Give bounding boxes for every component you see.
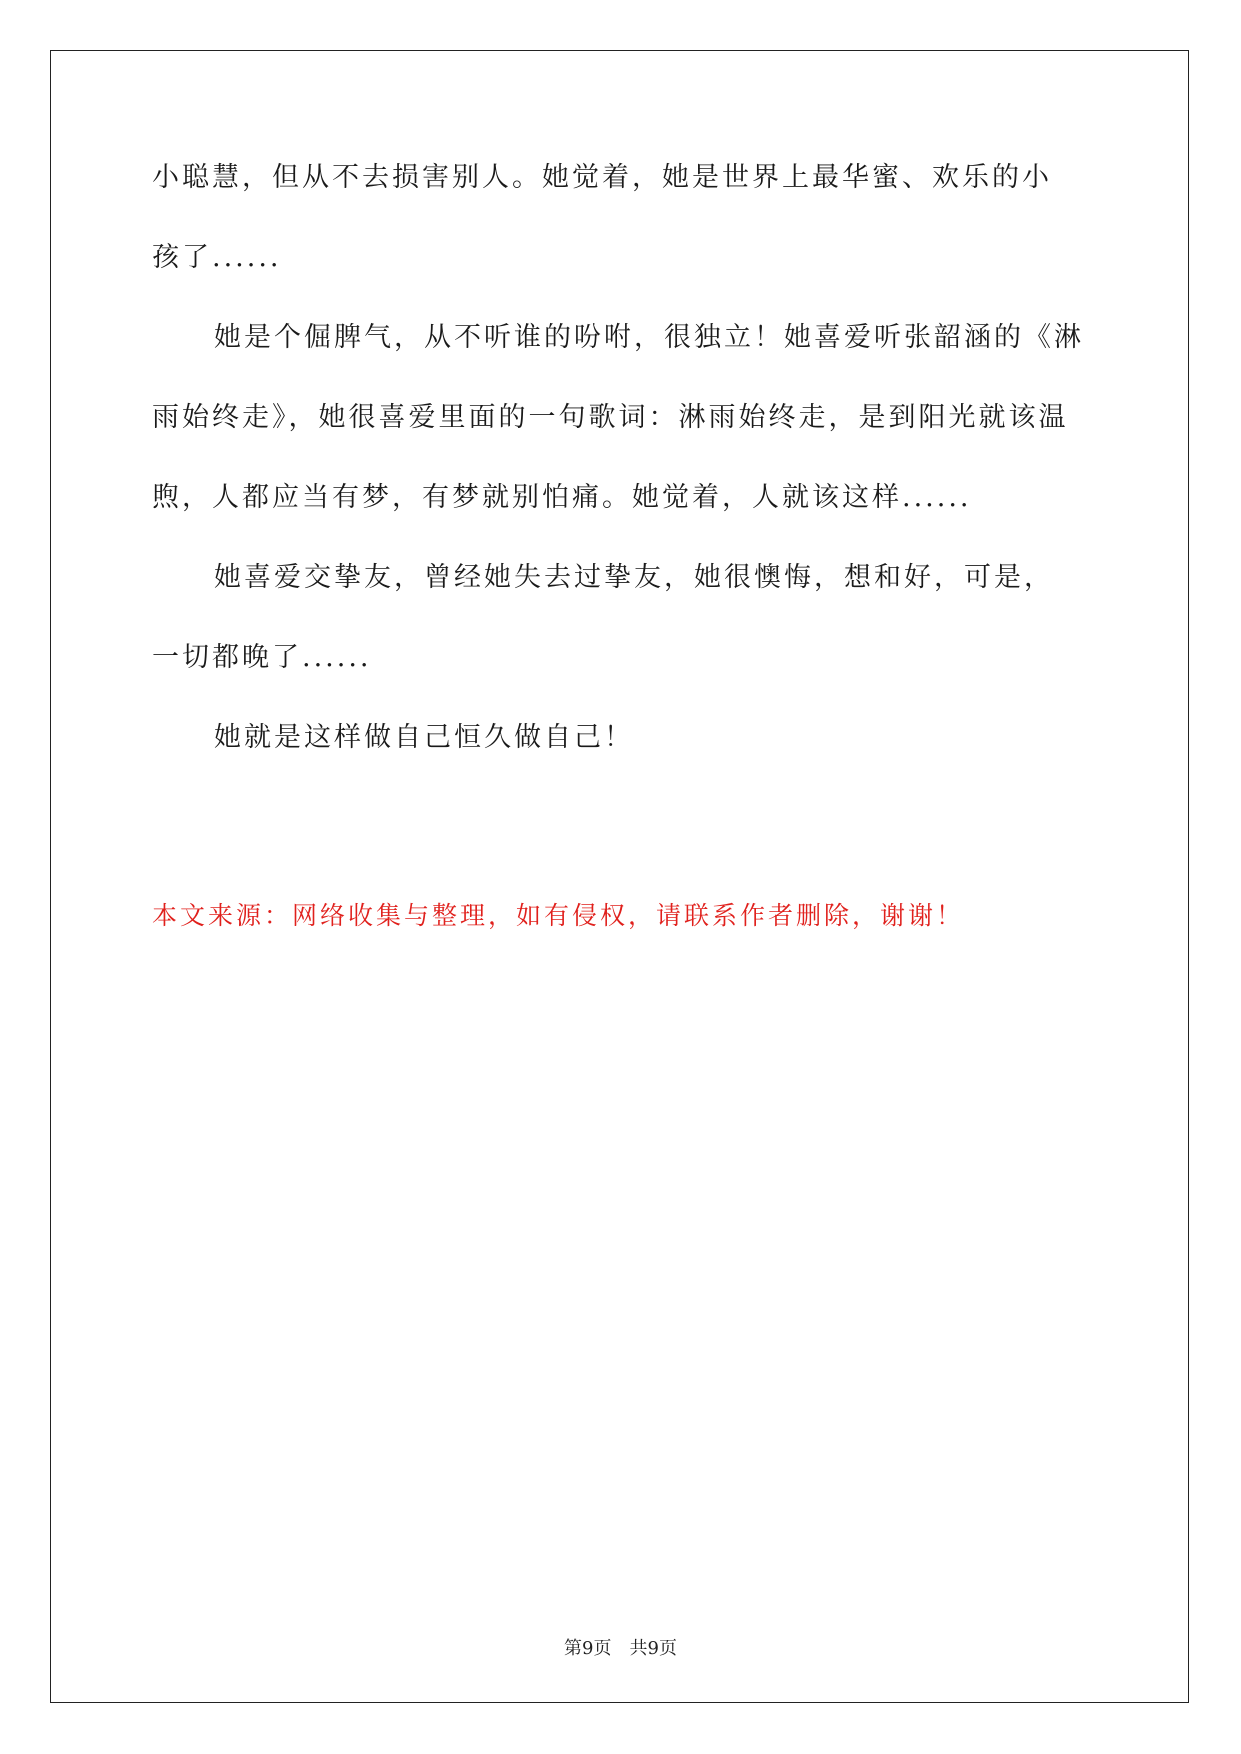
paragraph-line: 煦，人都应当有梦，有梦就别怕痛。她觉着，人就该这样...... [152, 482, 972, 513]
paragraph-line: 孩了...... [152, 242, 282, 273]
paragraph-line: 一切都晚了...... [152, 642, 372, 673]
page-number: 第9页 [564, 1638, 612, 1659]
page-total: 共9页 [629, 1638, 677, 1659]
paragraph-line: 她是个倔脾气，从不听谁的吩咐，很独立！她喜爱听张韶涵的《淋 [214, 322, 1084, 353]
page-footer [0, 1634, 1241, 1660]
paragraph-line: 她就是这样做自己恒久做自己！ [214, 722, 634, 753]
source-note: 本文来源：网络收集与整理，如有侵权，请联系作者删除，谢谢！ [152, 901, 965, 930]
paragraph-line: 她喜爱交挚友，曾经她失去过挚友，她很懊悔，想和好，可是， [214, 562, 1054, 593]
paragraph-line: 雨始终走》，她很喜爱里面的一句歌词：淋雨始终走，是到阳光就该温 [152, 402, 1069, 433]
paragraph-line: 小聪慧，但从不去损害别人。她觉着，她是世界上最华蜜、欢乐的小 [152, 162, 1052, 193]
document-body [152, 160, 1092, 800]
